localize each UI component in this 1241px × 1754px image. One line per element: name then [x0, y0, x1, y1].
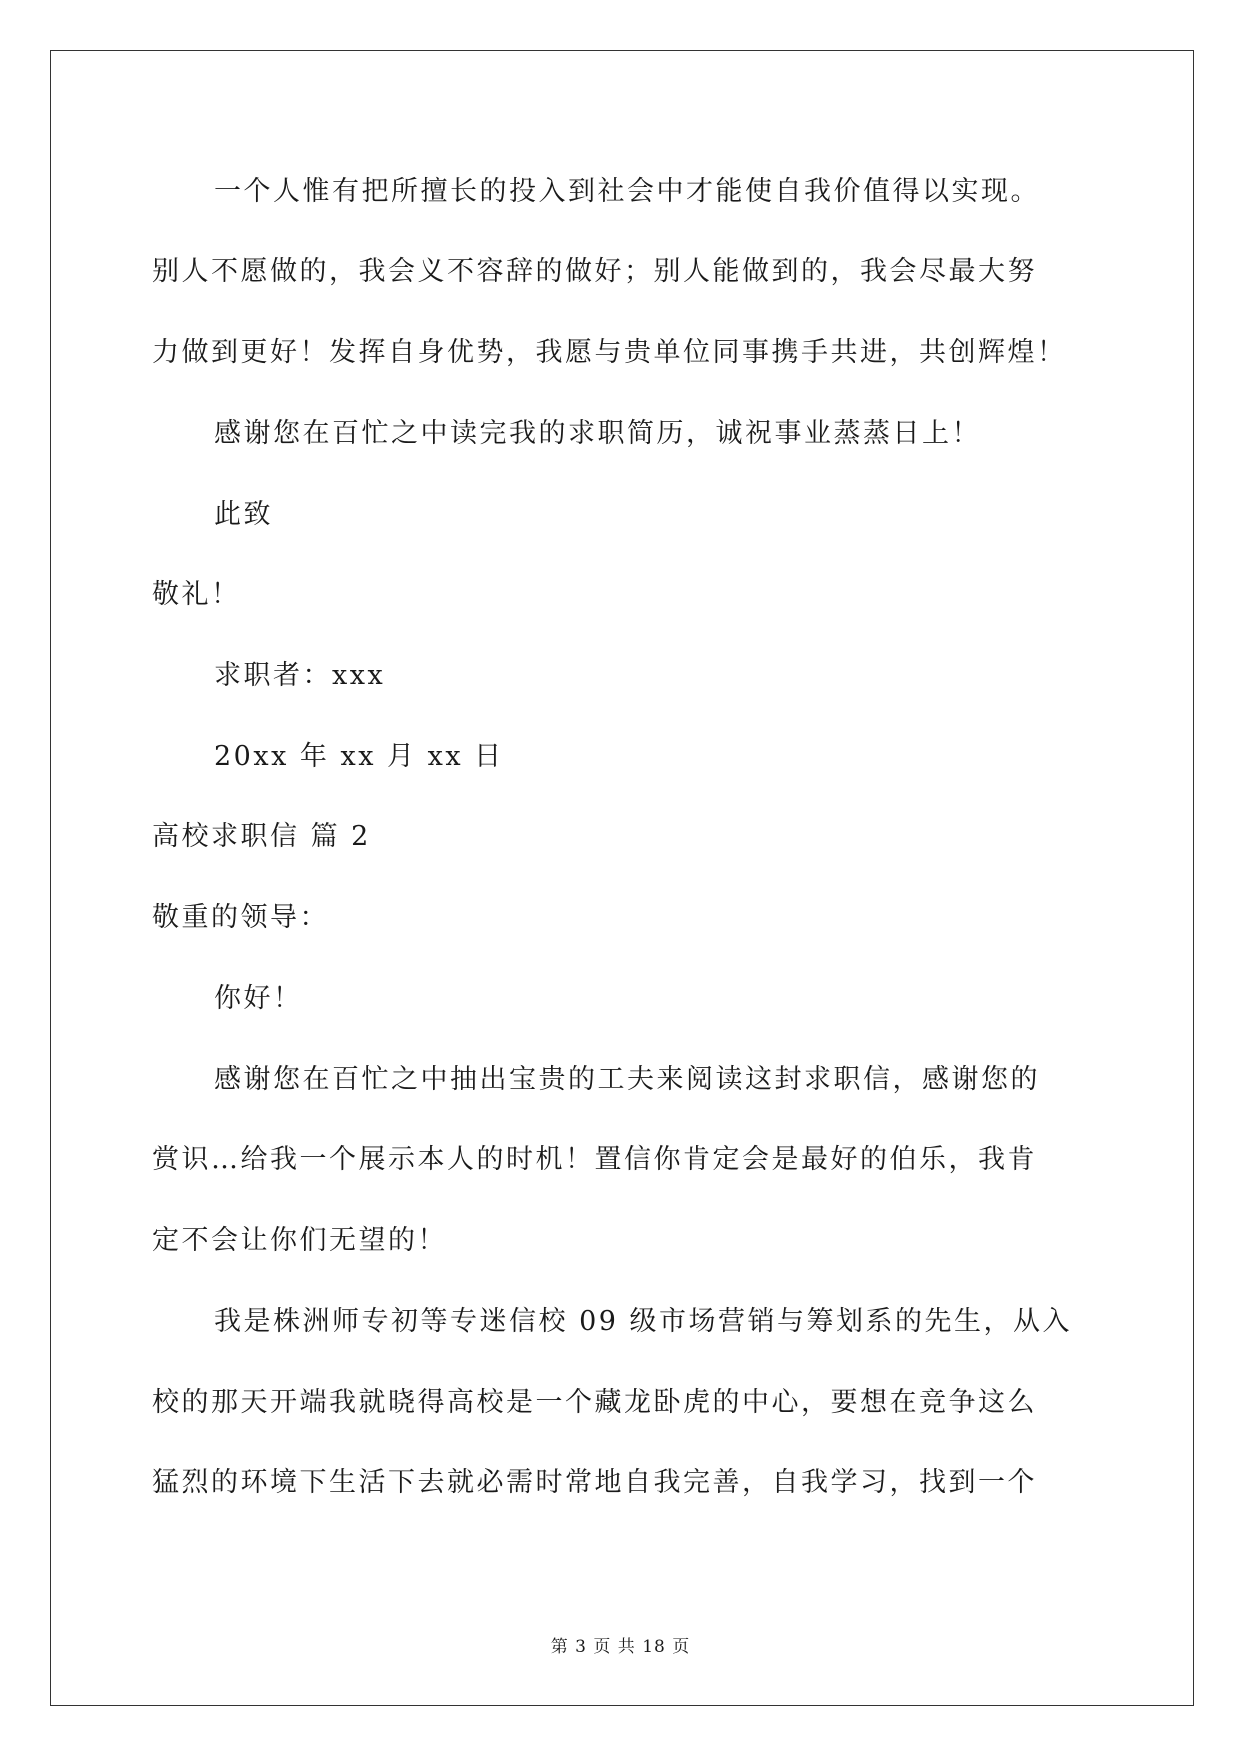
paragraph-line: 校的那天开端我就晓得高校是一个藏龙卧虎的中心，要想在竞争这么 — [152, 1387, 1037, 1418]
paragraph-line: 一个人惟有把所擅长的投入到社会中才能使自我价值得以实现。 — [214, 176, 1040, 207]
closing-regards: 敬礼！ — [152, 579, 241, 610]
paragraph-line: 感谢您在百忙之中读完我的求职简历，诚祝事业蒸蒸日上！ — [214, 418, 981, 449]
signature-name: 求职者：xxx — [214, 660, 386, 691]
paragraph-line: 别人不愿做的，我会义不容辞的做好；别人能做到的，我会尽最大努 — [152, 256, 1037, 287]
paragraph-line: 我是株洲师专初等专迷信校 09 级市场营销与筹划系的先生，从入 — [214, 1306, 1073, 1337]
page-border — [50, 50, 1194, 1706]
paragraph-line: 定不会让你们无望的！ — [152, 1225, 447, 1256]
paragraph-line: 感谢您在百忙之中抽出宝贵的工夫来阅读这封求职信，感谢您的 — [214, 1064, 1040, 1095]
paragraph-line: 力做到更好！发挥自身优势，我愿与贵单位同事携手共进，共创辉煌！ — [152, 337, 1067, 368]
page-number-footer: 第 3 页 共 18 页 — [550, 1637, 691, 1657]
section-heading: 高校求职信 篇 2 — [152, 821, 371, 852]
paragraph-line: 赏识…给我一个展示本人的时机！置信你肯定会是最好的伯乐，我肯 — [152, 1144, 1037, 1175]
closing-salutation: 此致 — [214, 499, 273, 530]
paragraph-line: 猛烈的环境下生活下去就必需时常地自我完善，自我学习，找到一个 — [152, 1467, 1037, 1498]
greeting-hello: 你好！ — [214, 983, 303, 1014]
signature-date: 20xx 年 xx 月 xx 日 — [214, 741, 504, 772]
greeting-recipient: 敬重的领导： — [152, 902, 329, 933]
